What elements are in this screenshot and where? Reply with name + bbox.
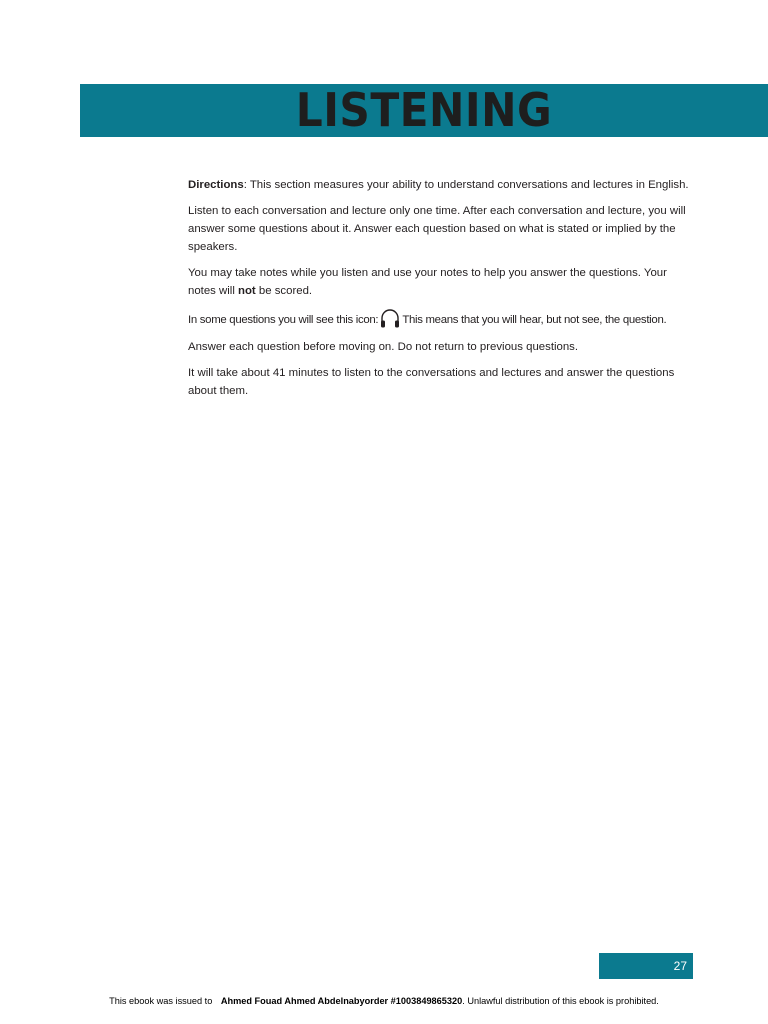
page-number-box xyxy=(599,953,693,979)
notes-emphasis: not xyxy=(238,285,256,297)
footer-prefix: This ebook was issued to xyxy=(109,996,215,1006)
footer-order: order #1003849865320 xyxy=(364,996,463,1006)
footer-notice xyxy=(0,995,768,1007)
icon-text-after: This means that you will hear, but not see, the question. xyxy=(402,314,667,326)
page-number: 27 xyxy=(673,959,687,973)
icon-paragraph xyxy=(188,308,696,330)
listen-paragraph: Listen to each conversation and lecture only one time. After each conversation and lecture, you will answer some questions about it. Answer each question based on what is stated or implied by the speakers. xyxy=(188,205,686,253)
directions-paragraph xyxy=(188,176,696,194)
page-title: LISTENING xyxy=(295,83,553,137)
directions-text: : This section measures your ability to understand conversations and lectures in English. xyxy=(243,179,689,191)
answer-paragraph: Answer each question before moving on. Do not return to previous questions. xyxy=(188,341,579,353)
notes-text-before: You may take notes while you listen and use your notes to help you answer the questions. Your notes will xyxy=(188,267,667,297)
directions-body xyxy=(188,176,696,408)
footer-name: Ahmed Fouad Ahmed Abdelnaby xyxy=(220,996,365,1006)
section-banner xyxy=(80,84,768,137)
time-paragraph: It will take about 41 minutes to listen to the conversations and lectures and answer the questions about them. xyxy=(188,367,675,397)
directions-label: Directions xyxy=(188,179,244,191)
icon-text-before: In some questions you will see this icon: xyxy=(188,314,379,326)
headphones-icon xyxy=(379,308,401,330)
notes-paragraph xyxy=(188,264,696,300)
notes-text-after: be scored. xyxy=(255,285,313,297)
footer-suffix: . Unlawful distribution of this ebook is prohibited. xyxy=(462,996,659,1006)
